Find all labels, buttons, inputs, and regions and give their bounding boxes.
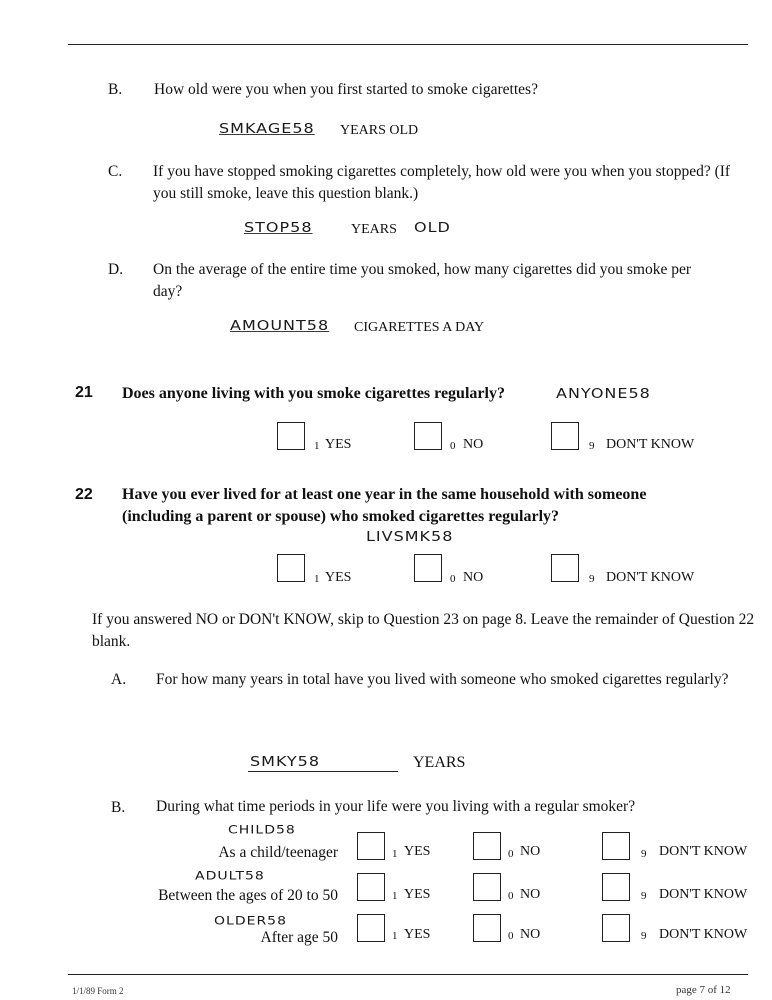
q22-number: 22 [75,486,93,503]
q21-no-label: NO [463,437,484,452]
q21-variable: ANYONE58 [556,385,651,402]
q22b-text: During what time periods in your life were you living with a regular smoker? [156,798,636,815]
bottom-rule [68,974,748,975]
q22b-row1-no-checkbox[interactable] [473,832,501,860]
q20d-unit: CIGARETTES A DAY [354,320,485,335]
q20d-variable: AMOUNT58 [230,317,330,334]
q21-no-checkbox[interactable] [414,422,442,450]
q22a-text: For how many years in total have you lived with someone who smoked cigarettes regularly? [156,671,729,688]
q22b-row2-no-label: NO [520,887,541,902]
q22b-row1-yes-checkbox[interactable] [357,832,385,860]
q22b-row2-yes-code: 1 [392,890,398,902]
q22b-row3-no-checkbox[interactable] [473,914,501,942]
q22b-row3-label: After age 50 [260,929,338,946]
q22b-row2-label: Between the ages of 20 to 50 [158,887,338,904]
q22b-row1-yes-code: 1 [392,848,398,860]
q22-no-label: NO [463,570,484,585]
q22a-answer-line [248,771,398,772]
q22-yes-label: YES [325,570,352,585]
q20d-text: On the average of the entire time you smoked, how many cigarettes did you smoke per day? [153,261,692,300]
q22b-row1-yes-label: YES [404,844,431,859]
q22b-row2-variable: ADULT58 [195,869,265,883]
q22b-row1-dontknow-label: DON'T KNOW [659,844,748,859]
q20c-unit: YEARS [351,222,397,237]
q21-number: 21 [75,384,93,401]
q20b-unit: YEARS OLD [340,123,419,138]
q21-dontknow-label: DON'T KNOW [606,437,695,452]
q22-dontknow-code: 9 [589,573,595,585]
q22b-letter: B. [111,799,126,816]
q20b-variable: SMKAGE58 [219,120,315,137]
q22b-row1-label: As a child/teenager [218,844,338,861]
q22b-row2-no-code: 0 [508,890,514,902]
q21-dontknow-code: 9 [589,440,595,452]
q22b-row1-dontknow-checkbox[interactable] [602,832,630,860]
q22b-row3-yes-checkbox[interactable] [357,914,385,942]
footer-page-number: page 7 of 12 [676,984,731,996]
q22b-row3-no-label: NO [520,927,541,942]
q20c-variable: STOP58 [244,219,313,236]
footer-form-id: 1/1/89 Form 2 [72,986,124,996]
q20c-letter: C. [108,163,123,180]
q22b-row3-dontknow-label: DON'T KNOW [659,927,748,942]
q22b-row1-no-code: 0 [508,848,514,860]
q21-yes-checkbox[interactable] [277,422,305,450]
q22b-row2-yes-checkbox[interactable] [357,873,385,901]
q21-dontknow-checkbox[interactable] [551,422,579,450]
q22-no-checkbox[interactable] [414,554,442,582]
q20b-text: How old were you when you first started to smoke cigarettes? [154,81,538,98]
q20c-text: If you have stopped smoking cigarettes completely, how old were you when you stopped? (If you still smoke, leave this question blank.) [153,163,731,202]
q22-no-code: 0 [450,573,456,585]
q21-no-code: 0 [450,440,456,452]
q22b-row2-yes-label: YES [404,887,431,902]
q21-yes-label: YES [325,437,352,452]
q20d-letter: D. [108,261,124,278]
q22-dontknow-label: DON'T KNOW [606,570,695,585]
q21-yes-code: 1 [314,440,320,452]
q22b-row2-no-checkbox[interactable] [473,873,501,901]
q22-yes-code: 1 [314,573,320,585]
q22b-row2-dontknow-checkbox[interactable] [602,873,630,901]
q22b-row3-variable: OLDER58 [214,914,287,928]
q22a-unit: YEARS [413,754,466,771]
q20b-letter: B. [108,81,123,98]
q22a-letter: A. [111,671,127,688]
q20c-unit-handwritten: OLD [414,219,451,236]
q22-text: Have you ever lived for at least one year in the same household with someone (including a parent or spouse) who smoked cigarettes regularly? [122,486,647,525]
q21-text: Does anyone living with you smoke cigarettes regularly? [122,385,505,402]
q22b-row1-dontknow-code: 9 [641,848,647,860]
q22b-row3-yes-code: 1 [392,930,398,942]
q22b-row3-no-code: 0 [508,930,514,942]
q22b-row1-no-label: NO [520,844,541,859]
q22b-row3-dontknow-code: 9 [641,930,647,942]
q22b-row2-dontknow-code: 9 [641,890,647,902]
q22-variable: LIVSMK58 [366,528,454,545]
q22a-variable: SMKY58 [250,753,321,770]
q22-skip-instruction: If you answered NO or DON't KNOW, skip to Question 23 on page 8. Leave the remainder of Question 22 blank. [92,611,755,650]
q22-dontknow-checkbox[interactable] [551,554,579,582]
q22b-row3-dontknow-checkbox[interactable] [602,914,630,942]
q22b-row3-yes-label: YES [404,927,431,942]
q22-yes-checkbox[interactable] [277,554,305,582]
q22b-row1-variable: CHILD58 [228,823,296,837]
q22b-row2-dontknow-label: DON'T KNOW [659,887,748,902]
top-rule [68,44,748,45]
